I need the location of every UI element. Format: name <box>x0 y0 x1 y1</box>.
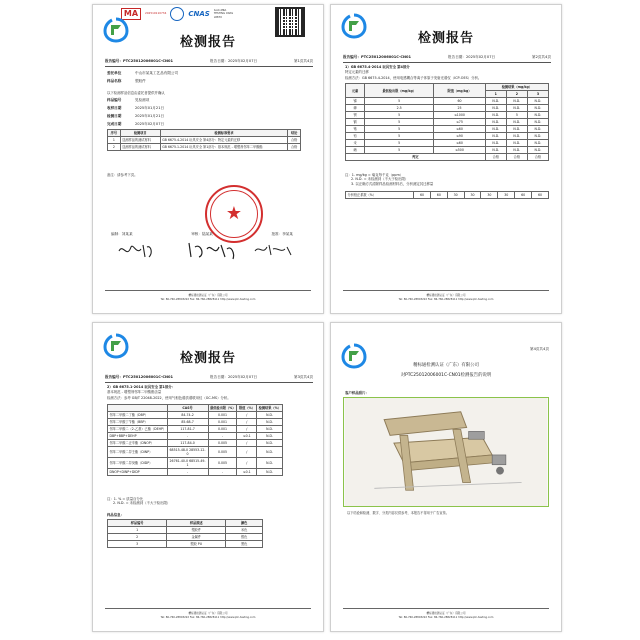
table-row <box>346 98 549 105</box>
cell: 塑胶件 <box>167 527 226 534</box>
cell: 5 <box>365 98 434 105</box>
note-line: 注：1. % = 质量百分比 <box>107 497 144 501</box>
footer-contact: Tel: 86-760-28803222 Fax: 86-760-28828111 http://www.ptc-testing.com <box>160 615 256 619</box>
cell: 邻苯二甲酸二异壬酯（DINP） <box>108 447 168 458</box>
cell: 送测样品的测试材料 <box>120 144 160 151</box>
note-line: 2. N.D. = 未检测到（不大于检出限） <box>351 177 409 182</box>
report-date: 报告日期：2025年02月07日 <box>448 55 496 59</box>
cell: 邻苯二甲酸二丁酯（DBP） <box>108 412 168 419</box>
phthalate-table-wrap <box>107 404 283 476</box>
ilac-text: ILAC-MRA TESTING CNAS L8870 <box>213 9 233 19</box>
cell: 2.5 <box>365 105 434 112</box>
footer-contact: Tel: 86-760-28803222 Fax: 86-760-28828111 http://www.ptc-testing.com <box>398 297 494 301</box>
cell: / <box>237 412 257 419</box>
report-page-1 <box>92 4 324 314</box>
cell: 合格 <box>485 154 506 161</box>
note-line: 3. 以正确方式清除样品检测材料后，分析测定其迁移量 <box>351 181 434 186</box>
cell: - <box>167 433 208 440</box>
footer-company: 精标通检测认证（广东）有限公司 <box>426 611 466 615</box>
table-row <box>346 147 549 154</box>
cell: 5 <box>365 119 434 126</box>
cell: N.D. <box>527 147 548 154</box>
cell: ≤60 <box>434 140 485 147</box>
cell: N.D. <box>257 440 283 447</box>
cell: 汞 <box>346 140 365 147</box>
col-subheader: 3 <box>527 91 548 98</box>
footer-company: 精标通检测认证（广东）有限公司 <box>426 293 466 297</box>
cell: 邻苯二甲酸二（2-乙基）己酯（DEHP） <box>109 427 167 431</box>
cell: 镉 <box>346 119 365 126</box>
cell: / <box>237 419 257 426</box>
notes <box>107 497 311 506</box>
cell: 0.005 <box>208 458 237 469</box>
footer-contact: Tel: 86-760-28803222 Fax: 86-760-28828111 http://www.ptc-testing.com <box>160 297 256 301</box>
field-row <box>107 106 311 110</box>
divider <box>105 66 313 67</box>
cell: N.D. <box>485 119 506 126</box>
cell: 30 <box>464 192 481 199</box>
cell: 硒 <box>346 147 365 154</box>
cell: 0.005 <box>208 440 237 447</box>
page-title: 检测报告 <box>179 351 236 366</box>
cell: 0.001 <box>208 426 237 433</box>
cell: 60 <box>515 192 532 199</box>
cell: N.D. <box>485 112 506 119</box>
sample-table-wrap <box>107 519 263 548</box>
report-meta <box>343 55 551 59</box>
cell: ≤0.1 <box>237 433 257 440</box>
client-info <box>107 71 311 87</box>
report-meta <box>105 375 313 379</box>
cell: 60 <box>430 192 447 199</box>
cell: 0.005 <box>208 447 237 458</box>
cell: 5 <box>365 126 434 133</box>
table-row <box>346 140 549 147</box>
signer-label: 审核：陆某某 <box>191 232 213 236</box>
cell: ≤0.1 <box>237 469 257 476</box>
cma-number: 202519110734 <box>145 11 167 16</box>
cell: 合格 <box>288 144 301 151</box>
table-row <box>108 433 283 440</box>
cell: / <box>237 458 257 469</box>
cell: 2 <box>108 144 121 151</box>
col-header: 样品描述 <box>167 520 226 527</box>
summary-table-wrap <box>107 129 301 151</box>
sample-product-image <box>344 398 548 506</box>
photo-caption: 以下结论和检测、数字、分类内容仅供参考，本报告不得用于广告宣传。 <box>347 511 449 515</box>
table-row <box>108 412 283 419</box>
note-line: 注：1. mg/kg = 毫克每千克（ppm） <box>345 173 404 177</box>
report-number: 报告编号：PTC25012006001C-CN01 <box>105 375 174 379</box>
test-item-subtitle: 基本规范 - 增塑剂邻苯二甲酸酯含量 <box>107 390 162 394</box>
cell: 米色 <box>226 527 263 534</box>
page-title: 检测报告 <box>417 31 474 46</box>
cell: ≤75 <box>434 119 485 126</box>
cell: 117-81-7 <box>167 426 208 433</box>
ratio-table <box>345 191 549 199</box>
col-header: 结论 <box>288 130 301 137</box>
field-key: 检测日期 <box>107 113 122 118</box>
col-header: 序号 <box>108 130 121 137</box>
report-meta <box>105 59 313 63</box>
cell: / <box>237 426 257 433</box>
table-row <box>108 144 301 151</box>
report-date: 报告日期：2025年02月07日 <box>210 59 258 63</box>
cell: 60 <box>434 98 485 105</box>
sample-info-title: 样品信息： <box>107 513 124 517</box>
cma-mark: MA <box>121 8 141 20</box>
table-row <box>108 458 283 469</box>
table-row <box>108 419 283 426</box>
table-row <box>108 137 301 144</box>
col-header: 最低检出限（%） <box>210 406 236 410</box>
cell: 25 <box>434 105 485 112</box>
field-value: 2025年01月21日 <box>135 113 165 118</box>
cell: 68515-48-0 28553-12-0 <box>167 447 208 458</box>
col-header: 元素 <box>346 84 365 98</box>
col-header: 检测结果（%） <box>258 406 281 410</box>
cell: N.D. <box>485 126 506 133</box>
field-key: 完成日期 <box>107 121 122 126</box>
table-row <box>346 105 549 112</box>
report-subtitle: 对PTC25012006001C-CN01检测报告的说明 <box>400 373 492 378</box>
table-row <box>108 426 283 433</box>
cell: N.D. <box>527 126 548 133</box>
cell: 85-68-7 <box>167 419 208 426</box>
table-row <box>346 126 549 133</box>
page-number: 第1页共4页 <box>294 59 313 63</box>
cell: / <box>237 447 257 458</box>
test-item-title: 2）GB 6675.1-2014 玩具安全 第1部分： <box>107 385 176 389</box>
sample-dates <box>107 98 311 130</box>
cell: N.D. <box>527 98 548 105</box>
cell: 邻苯二甲酸二异癸酯（DIDP） <box>108 458 168 469</box>
certification-marks <box>121 7 236 21</box>
cell: N.D. <box>257 412 283 419</box>
cell: 0.001 <box>208 412 237 419</box>
col-header: 限值（%） <box>238 406 255 410</box>
cell: 84-74-2 <box>167 412 208 419</box>
page-number: 第3页共4页 <box>294 375 313 379</box>
col-header <box>108 405 168 412</box>
cell: N.D. <box>257 447 283 458</box>
table-row <box>346 192 549 199</box>
cell: GB 6675.1-2014 玩具安全 第1部分：基本规范 - 增塑剂邻苯二甲酸酯 <box>160 144 288 151</box>
cell: N.D. <box>506 147 527 154</box>
field-row <box>107 122 311 126</box>
page-footer <box>105 608 311 619</box>
cell: 塑胶 PU <box>167 541 226 548</box>
cell: - <box>167 469 208 476</box>
col-header: 检测标准要求 <box>160 130 288 137</box>
cell: N.D. <box>257 419 283 426</box>
cell: N.D. <box>527 112 548 119</box>
cell: 砷 <box>346 105 365 112</box>
report-page-4 <box>330 322 562 632</box>
page-number: 第4页共4页 <box>530 347 549 351</box>
col-header: 样品编号 <box>108 520 167 527</box>
cnas-mark: CNAS <box>188 9 210 18</box>
cell: 送测样品的测试材料 <box>120 137 160 144</box>
cell: N.D. <box>485 147 506 154</box>
cell: 2 <box>108 534 167 541</box>
signer-labels <box>111 232 293 236</box>
table-row <box>108 469 283 476</box>
page-title: 检测报告 <box>179 35 236 50</box>
cell: 26761-40-0 68515-49-1 <box>167 458 208 469</box>
cell: N.D. <box>527 119 548 126</box>
cell: 1 <box>108 137 121 144</box>
field-key: 收样日期 <box>107 105 122 110</box>
cell: ≤500 <box>434 147 485 154</box>
cell: N.D. <box>527 105 548 112</box>
table-row <box>346 112 549 119</box>
test-method: 检测方法：参考 GB/T 22048-2022，使用气相色谱质谱联用仪（GC-MS）分析。 <box>107 396 231 400</box>
note-line: 2. N.D. = 未检测到（不大于检出限） <box>113 501 171 506</box>
test-item-subtitle: 特定元素的迁移 <box>345 70 369 74</box>
cell: 分析校正系数（%） <box>346 192 414 199</box>
cell: N.D. <box>485 105 506 112</box>
cell: ≤1000 <box>434 112 485 119</box>
table-row <box>346 133 549 140</box>
cell: N.D. <box>485 98 506 105</box>
field-value: 塑胶件 <box>135 78 146 83</box>
cell: N.D. <box>506 119 527 126</box>
col-header: 最低检出限（mg/kg） <box>365 84 434 98</box>
cell: N.D. <box>506 105 527 112</box>
field-key: 样品编号 <box>107 98 122 102</box>
cell: 银色 <box>226 534 263 541</box>
test-method: 检测方法：GB 6675.4-2014，使用电感耦合等离子体原子发射光谱仪（ICP-OES）分析。 <box>345 76 482 80</box>
footer-company: 精标通检测认证（广东）有限公司 <box>188 611 228 615</box>
report-number: 报告编号：PTC25012006001C-CN01 <box>343 55 412 59</box>
cell: N.D. <box>485 140 506 147</box>
report-number: 报告编号：PTC25012006001C-CN01 <box>105 59 174 63</box>
page-footer <box>343 608 549 619</box>
verdict-row <box>346 154 549 161</box>
cell: 5 <box>365 112 434 119</box>
page-number: 第2页共4页 <box>532 55 551 59</box>
field-value: 中山市某某工艺品有限公司 <box>135 71 179 75</box>
cell: DBP+BBP+DEHP <box>108 433 168 440</box>
table-row <box>108 527 263 534</box>
cell: N.D. <box>506 98 527 105</box>
cell: 合格 <box>506 154 527 161</box>
sample-table <box>107 519 263 548</box>
notes <box>345 173 549 186</box>
page-footer <box>105 290 311 301</box>
cell: 铬 <box>346 126 365 133</box>
report-page-2 <box>330 4 562 314</box>
signer-label: 批准：李某某 <box>271 232 293 236</box>
field-row <box>107 98 311 102</box>
footer-contact: Tel: 86-760-28803222 Fax: 86-760-28828111 http://www.ptc-testing.com <box>398 615 494 619</box>
field-row <box>107 79 311 83</box>
cell: 30 <box>498 192 515 199</box>
cell: 117-84-0 <box>167 440 208 447</box>
cell: 5 <box>506 112 527 119</box>
cell: N.D. <box>506 126 527 133</box>
col-header: 颜色 <box>226 520 263 527</box>
cell: ≤90 <box>434 133 485 140</box>
cell: N.D. <box>257 426 283 433</box>
cell: / <box>237 440 257 447</box>
star-icon: ★ <box>225 203 243 224</box>
cell: - <box>208 433 237 440</box>
cell: 5 <box>365 140 434 147</box>
field-row <box>107 114 311 118</box>
cell: N.D. <box>506 140 527 147</box>
sample-photo <box>343 397 549 507</box>
col-header: 限值（mg/kg） <box>434 84 485 98</box>
signer-label: 编制：刘某某 <box>111 232 133 236</box>
field-value: 2025年02月07日 <box>135 121 165 126</box>
report-date: 报告日期：2025年02月07日 <box>210 375 258 379</box>
cell: N.D. <box>257 433 283 440</box>
cell: N.D. <box>257 458 283 469</box>
cell: N.D. <box>506 133 527 140</box>
table-row <box>108 541 263 548</box>
report-page-3 <box>92 322 324 632</box>
handwritten-signatures <box>115 237 305 263</box>
field-value: 2025年01月21日 <box>135 105 165 110</box>
photo-label: 客户样品照片： <box>345 391 369 395</box>
cell: 锑 <box>346 98 365 105</box>
cell: 5 <box>365 147 434 154</box>
test-item-title: 1）GB 6675.4-2014 玩具安全 第4部分 <box>345 65 410 69</box>
cell: - <box>208 469 237 476</box>
elements-table-wrap <box>345 83 549 161</box>
ilac-logo-icon <box>170 7 184 21</box>
cell: 合格 <box>527 154 548 161</box>
verdict-label: 判定 <box>346 154 486 161</box>
field-row <box>107 71 311 75</box>
qr-code-icon <box>275 7 305 37</box>
cell: N.D. <box>257 469 283 476</box>
cell: 邻苯二甲酸丁苄酯（BBP） <box>108 419 168 426</box>
cell: 黑色 <box>226 541 263 548</box>
summary-table <box>107 129 301 151</box>
col-header: CAS号 <box>167 405 208 412</box>
divider <box>343 62 551 63</box>
page-footer <box>343 290 549 301</box>
field-key: 样品名称 <box>107 78 122 83</box>
field-value: 见检测项 <box>135 98 150 102</box>
cell: 邻苯二甲酸二正辛酯（DNOP） <box>108 440 168 447</box>
cell: 30 <box>481 192 498 199</box>
footer-company: 精标通检测认证（广东）有限公司 <box>188 293 228 297</box>
cell: 30 <box>447 192 464 199</box>
table-row <box>108 534 263 541</box>
cell: N.D. <box>485 133 506 140</box>
cell: 60 <box>414 192 431 199</box>
cell: N.D. <box>527 140 548 147</box>
cell: 合格 <box>288 137 301 144</box>
cell: 1 <box>108 527 167 534</box>
remark: 备注：请参考下页。 <box>107 173 138 177</box>
cell: 3 <box>108 541 167 548</box>
table-row <box>108 447 283 458</box>
field-key: 委托单位 <box>107 71 122 75</box>
table-row <box>346 119 549 126</box>
col-header: 检测结果（mg/kg） <box>485 84 548 91</box>
cell: 60 <box>532 192 549 199</box>
phthalate-table <box>107 404 283 476</box>
col-subheader: 2 <box>506 91 527 98</box>
divider <box>105 382 313 383</box>
cell: GB 6675.4-2014 玩具安全 第4部分：特定元素的迁移 <box>160 137 288 144</box>
cell: ≤60 <box>434 126 485 133</box>
sample-info-note: 以下检测样品信息由委托者提供并确认 <box>107 91 165 95</box>
col-subheader: 1 <box>485 91 506 98</box>
cell: N.D. <box>527 133 548 140</box>
cell: DNOP+DINP+DIDP <box>108 469 168 476</box>
table-row <box>108 440 283 447</box>
company-name: 精标通检测认证（广东）有限公司 <box>413 363 479 368</box>
cell: 铅 <box>346 133 365 140</box>
ratio-table-wrap <box>345 191 549 199</box>
cell: 钡 <box>346 112 365 119</box>
cell: 5 <box>365 133 434 140</box>
cell: 金属件 <box>167 534 226 541</box>
cell: 0.001 <box>208 419 237 426</box>
col-header: 检测项目 <box>120 130 160 137</box>
elements-table <box>345 83 549 161</box>
